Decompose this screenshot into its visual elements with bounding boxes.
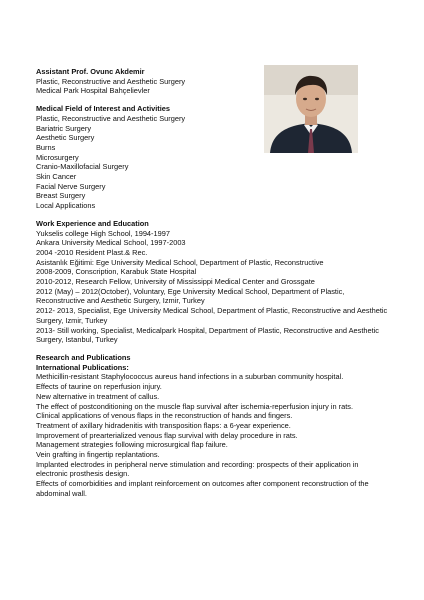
interest-item: Bariatric Surgery [36,123,92,133]
interest-item: Plastic, Reconstructive and Aesthetic Surgery [36,113,186,123]
publication-item: Treatment of axillary hidradenitis with transposition flaps: a 6-year experience. [36,420,291,430]
interest-item: Cranio-Maxillofacial Surgery [36,162,129,172]
publication-item: Improvement of prearterialized venous flap survival with delay procedure in rats. [36,430,298,440]
experience-item: 2010-2012, Research Fellow, University of Mississippi Medical Center and Grossgate [36,277,315,287]
publication-item: Implanted electrodes in peripheral nerve stimulation and recording: prospects of their application in electronic prosthesis design. [36,459,359,479]
experience-item: Ankara University Medical School, 1997-2003 [36,238,186,248]
interest-item: Facial Nerve Surgery [36,181,106,191]
experience-item: 2004 -2010 Resident Plast.& Rec. [36,247,148,257]
interests-heading: Medical Field of Interest and Activities [36,104,171,114]
experience-item: 2013- Still working, Specialist, Medicalpark Hospital, Department of Plastic, Reconstructive and Aesthetic Surgery, Istanbul, Turkey [36,325,380,345]
interest-item: Breast Surgery [36,191,86,201]
research-subheading: International Publications: [36,362,129,372]
experience-item: 2012 (May) – 2012(October), Voluntary, Ege University Medical School, Department of Plastic, Reconstructive and Aesthetic Surgery, Izmir, Turkey [36,286,345,306]
publication-item: New alternative in treatment of callus. [36,391,160,401]
interest-item: Microsurgery [36,152,79,162]
interest-item: Local Applications [36,201,96,211]
publication-item: Vein grafting in fingertip replantations. [36,450,160,460]
experience-item: 2012- 2013, Specialist, Ege University Medical School, Department of Plastic, Reconstructive and Aesthetic Surgery, Izmir, Turkey [36,306,388,325]
cv-content [36,67,388,499]
interest-item: Burns [36,142,56,152]
experience-item: 2008-2009, Conscription, Karabuk State Hospital [36,267,197,277]
publication-item: Management strategies following microsurgical flap failure. [36,440,228,450]
publication-item: The effect of postconditioning on the muscle flap survival after ischemia-reperfusion injury in rats. [36,401,353,411]
interest-item: Skin Cancer [36,172,77,182]
experience-heading: Work Experience and Education [36,218,149,228]
publication-item: Effects of comorbidities and implant reinforcement on outcomes after component reconstruction of the abdominal wall. [36,479,369,498]
research-heading: Research and Publications [36,352,131,362]
publication-item: Clinical applications of venous flaps in the reconstruction of hands and fingers. [36,411,293,421]
experience-item: Yukselis college High School, 1994-1997 [36,228,170,238]
doctor-name: Assistant Prof. Ovunc Akdemir [36,67,145,76]
publication-item: Methicillin-resistant Staphylococcus aureus hand infections in a suburban community hospital. [36,372,344,382]
publication-item: Effects of taurine on reperfusion injury. [36,382,162,392]
doctor-hospital: Medical Park Hospital Bahçelievler [36,86,150,96]
experience-item: Asistanlık Eğitimi: Ege University Medical School, Department of Plastic, Reconstructive [36,257,324,267]
doctor-title: Plastic, Reconstructive and Aesthetic Surgery [36,76,186,86]
interest-item: Aesthetic Surgery [36,133,95,143]
